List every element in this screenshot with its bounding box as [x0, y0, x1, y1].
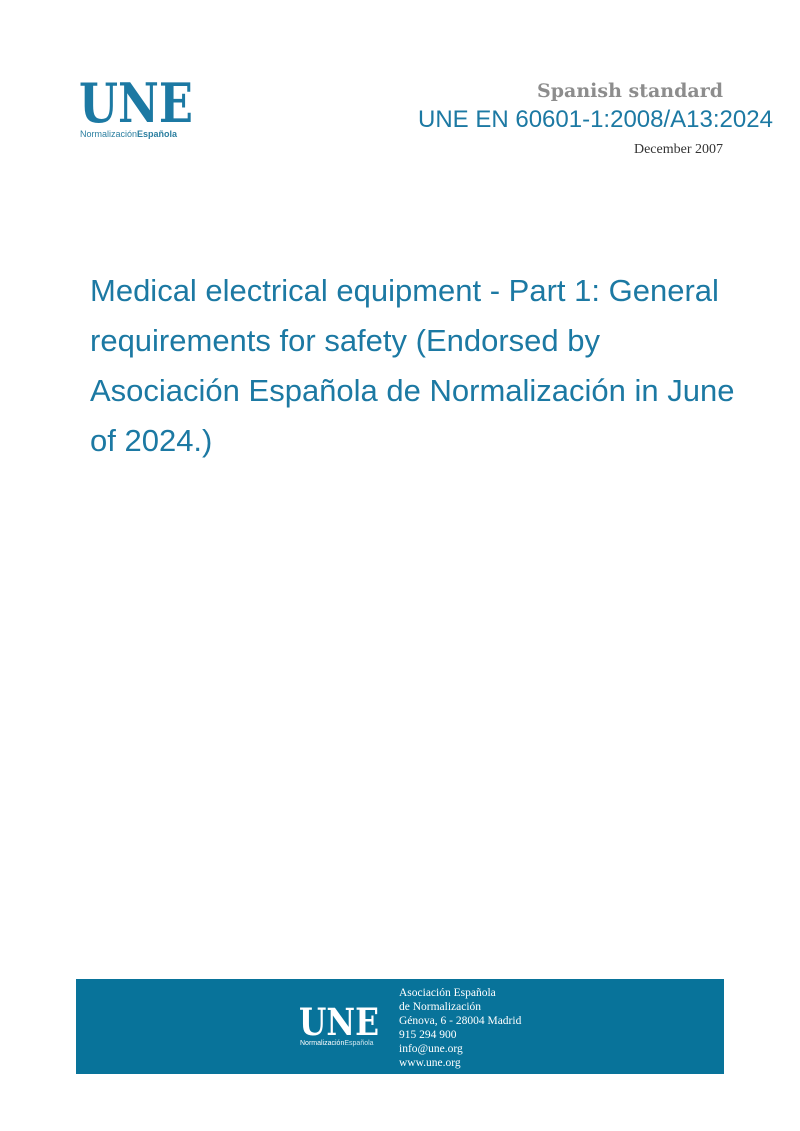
footer-org-line-1: Asociación Española: [399, 987, 496, 999]
une-logo: [78, 72, 194, 142]
logo-subtitle: NormalizaciónEspañola: [80, 129, 178, 139]
footer-website: www.une.org: [399, 1057, 461, 1069]
standard-code: UNE EN 60601-1:2008/A13:2024: [418, 106, 773, 133]
footer-logo-mark: [298, 1001, 380, 1039]
footer-logo-text: UNE: [299, 1001, 379, 1039]
footer-phone: 915 294 900: [399, 1029, 457, 1041]
logo-text: UNE: [79, 72, 193, 128]
footer-logo-subtitle: NormalizaciónEspañola: [300, 1040, 374, 1047]
footer-une-logo: [298, 1001, 380, 1051]
standard-date: December 2007: [633, 142, 723, 157]
document-title: Medical electrical equipment - Part 1: General requirements for safety (Endorsed by Asociación Española de Normalización in June of 2024.): [90, 273, 735, 458]
footer-email: info@une.org: [399, 1043, 463, 1055]
footer-org-line-2: de Normalización: [399, 1001, 482, 1013]
footer-banner: [76, 979, 724, 1074]
footer-contact-info: [399, 986, 521, 1070]
une-logo-mark: [78, 72, 194, 128]
document-type-label: Spanish standard: [537, 80, 723, 102]
footer-address: Génova, 6 - 28004 Madrid: [399, 1015, 522, 1027]
